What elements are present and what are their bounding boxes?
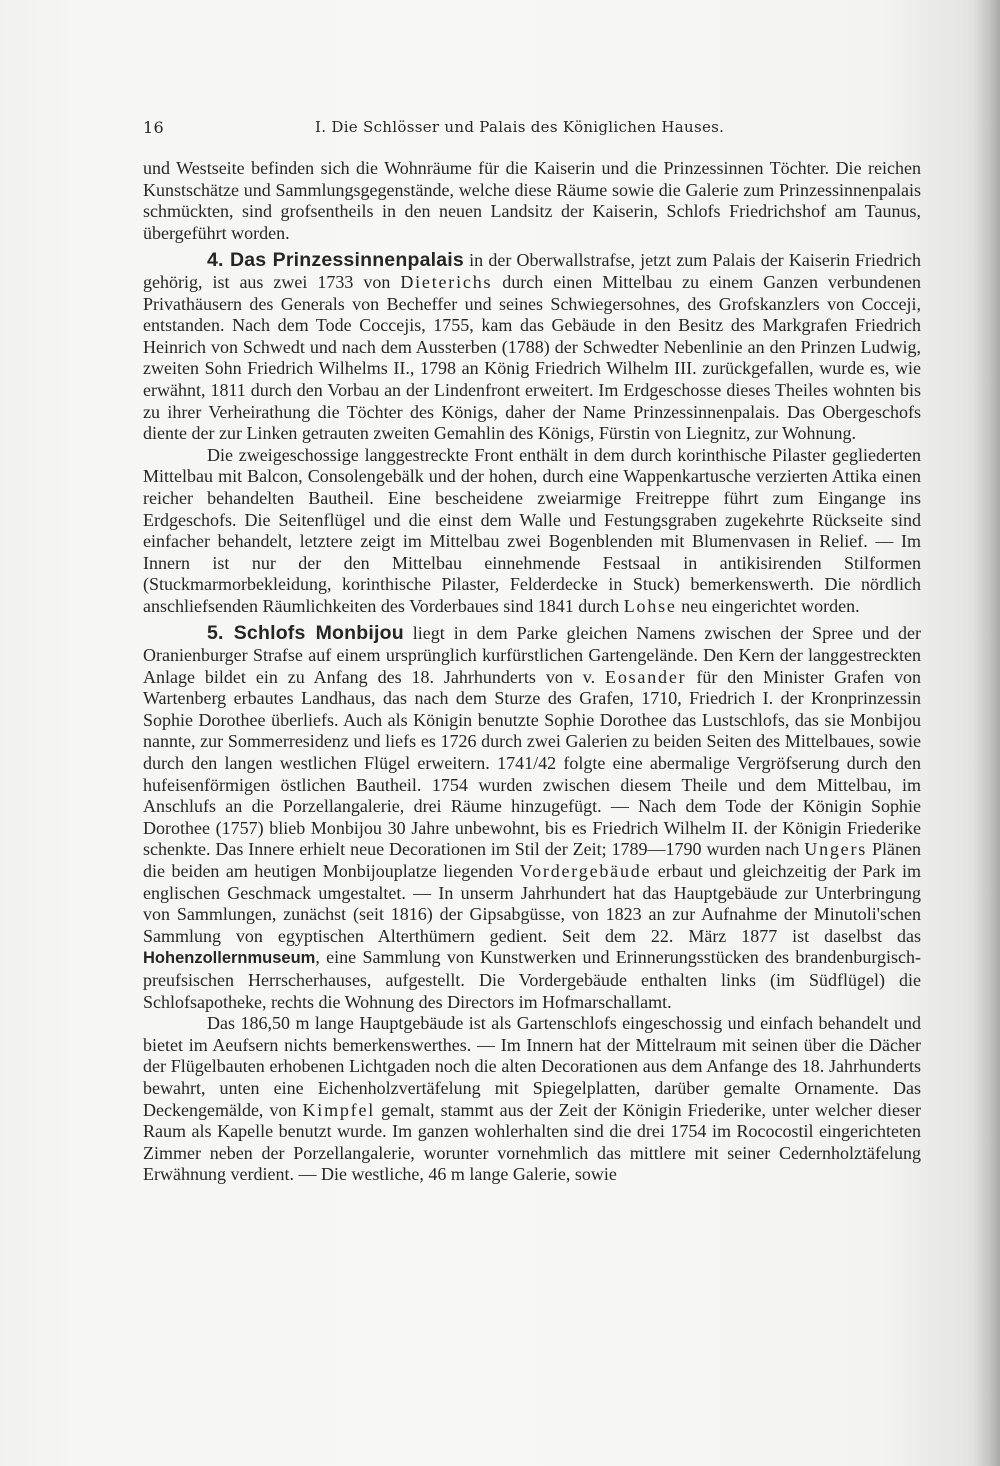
- section-4-heading: 4. Das Prinzessinnenpalais: [207, 249, 464, 272]
- text-run: in der Oberwallstrafse, jetzt zum Palais der Kaiserin Friedrich gehörig, ist aus zwei 1733 von: [143, 250, 922, 292]
- body-text: [143, 158, 921, 1186]
- text-run: Die zweigeschossige langgestreckte Front enthält in dem durch korinthische Pilaster gegliederten Mittelbau mit Balcon, Consolengebälk und der hohen, durch eine Wappenkartusche verzierten Attika einen reicher behandelten Bautheil. Eine bescheidene zweiarmige Freitreppe führt zum Eingange ins Erdgeschofs. Die Seitenflügel und die einst dem Walle und Festungsgraben zugekehrte Rückseite sind einfacher behandelt, letztere zeigt im Mittelbau zwei Bogenblenden mit Blumenvasen in Relief. — Im Innern ist nur der den Mittelbau einnehmende Festsaal in antikisirenden Stilformen (Stuckmarmorbekleidung, korinthische Pilaster, Felderdecke in Stuck) bemerkenswerth. Die nördlich anschliefsenden Räumlichkeiten des Vorderbaues sind 1841 durch: [143, 444, 921, 616]
- painter-name: Kimpfel: [302, 1099, 376, 1120]
- architect-name: Lohse: [623, 595, 677, 616]
- paragraph-continuation: [143, 158, 921, 244]
- emphasized-term: Vordergebäude: [519, 861, 652, 881]
- architect-name: Eosander: [605, 666, 687, 687]
- running-title: I. Die Schlösser und Palais des Königlichen Hauses.: [315, 118, 725, 136]
- binding-shadow: [972, 0, 1000, 1466]
- text-run: Das 186,50 m lange Hauptgebäude ist als Gartenschlofs eingeschossig und einfach behandelt und bietet im Aeufsern nichts bemerkenswerthes. — Im Innern hat der Mittelraum mit seinen über die Dächer der Flügelbauten erhobenen Lichtgaden noch die alten Decorationen aus dem Anfange des 18. Jahrhunderts bewahrt, unten eine Eichenholzvertäfelung mit Spiegelplatten, darüber gemalte Ornamente. Das Deckengemälde, von: [143, 1013, 921, 1120]
- text-run: durch einen Mittelbau zu einem Ganzen verbundenen Privathäusern des Generals von Becheffer und seines Schwiegersohnes, des Grofskanzlers von Cocceji, entstanden. Nach dem Tode Coccejis, 1755, kam das Gebäude in den Besitz des Markgrafen Friedrich Heinrich von Schwedt und nach dem Aussterben (1788) der Schwedter Nebenlinie an den Prinzen Ludwig, zweiten Sohn Friedrich Wilhelms II., 1798 an König Friedrich Wilhelm III. zurückgefallen, wurde es, wie erwähnt, 1811 durch den Vorbau an der Lindenfront erweitert. Im Erdgeschosse dieses Theiles wohnten bis zu ihrer Verheirathung die Töchter des Königs, daher der Name Prinzessinnenpalais. Das Obergeschofs diente der zur Linken getrauten zweiten Gemahlin des Königs, Fürstin von Liegnitz, zur Wohnung.: [143, 271, 921, 444]
- architect-name: Ungers: [804, 839, 868, 860]
- section-5-paragraph: [143, 623, 921, 1013]
- text-run: , eine Sammlung von Kunstwerken und Erinnerungsstücken des brandenburgisch-preufsischen Herrscherhauses, aufgestellt. Die Vordergebäude enthalten links (im Südflügel) die Schlofsapotheke, rechts die Wohnung des Directors im Hofmarschallamt.: [143, 947, 921, 1012]
- running-header: [143, 118, 923, 140]
- section-5-heading: 5. Schlofs Monbijou: [207, 622, 404, 645]
- section-5-paragraph-2: [143, 1013, 921, 1186]
- text-run: erbaut und gleichzeitig der Park im englischen Geschmack umgestaltet. — In unserm Jahrhundert hat das Hauptgebäude zur Unterbringung von Sammlungen, zunächst (seit 1816) der Gipsabgüsse, von 1823 an zur Aufnahme der Minutoli'schen Sammlung von egyptischen Alterthümern gedient. Seit dem 22. März 1877 ist daselbst das: [143, 861, 922, 946]
- text-run: Plänen die beiden am heutigen Monbijouplatze liegenden: [143, 839, 921, 881]
- text-run: neu eingerichtet worden.: [676, 595, 860, 616]
- museum-name: Hohenzollernmuseum: [143, 949, 316, 968]
- section-4-paragraph-2: [143, 445, 921, 618]
- text-run: für den Minister Grafen von Wartenberg erbautes Landhaus, das nach dem Sturze des Grafen, 1710, Friedrich I. der Kronprinzessin Sophie Dorothee überliefs. Auch als Königin benutzte Sophie Dorothee das Lustschlofs, das sie Monbijou nannte, zur Sommerresidenz und liefs es 1726 durch zwei Galerien zu beiden Seiten des Mittelbaues, sowie durch den langen westlichen Flügel erweitern. 1741/42 folgte eine abermalige Vergröfserung durch den hufeisenförmigen östlichen Bautheil. 1754 wurden zwischen diesem Theile und dem Mittelbau, im Anschlufs an die Porzellangalerie, drei Räume hinzugefügt. — Nach dem Tode der Königin Sophie Dorothee (1757) blieb Monbijou 30 Jahre unbewohnt, bis es Friedrich Wilhelm II. der Königin Friederike schenkte. Das Innere erhielt neue Decorationen im Stil der Zeit; 1789—1790 wurden nach: [143, 666, 921, 860]
- text-run: gemalt, stammt aus der Zeit der Königin Friederike, unter welcher dieser Raum als Kapelle benutzt wurde. Im ganzen wohlerhalten sind die drei 1754 im Rococostil eingerichteten Zimmer neben der Porzellangalerie, worunter vornehmlich das mittlere mit seiner Cedernholztäfelung Erwähnung verdient. — Die westliche, 46 m lange Galerie, sowie: [143, 1099, 922, 1185]
- text-run: und Westseite befinden sich die Wohnräume für die Kaiserin und die Prinzessinnen Töchter. Die reichen Kunstschätze und Sammlungsgegenstände, welche diese Räume sowie die Galerie zum Prinzessinnenpalais schmückten, sind grofsentheils in den neuen Landsitz der Kaiserin, Schlofs Friedrichshof am Taunus, übergeführt worden.: [143, 158, 921, 243]
- section-4-paragraph: [143, 250, 921, 444]
- architect-name: Dieterichs: [400, 271, 493, 292]
- page-number: 16: [143, 118, 164, 137]
- text-run: liegt in dem Parke gleichen Namens zwischen der Spree und der Oranienburger Strafse auf einem ursprünglich kurfürstlichen Gartengelände. Den Kern der langgestreckten Anlage bildet ein zu Anfang des 18. Jahrhunderts von v.: [143, 623, 921, 687]
